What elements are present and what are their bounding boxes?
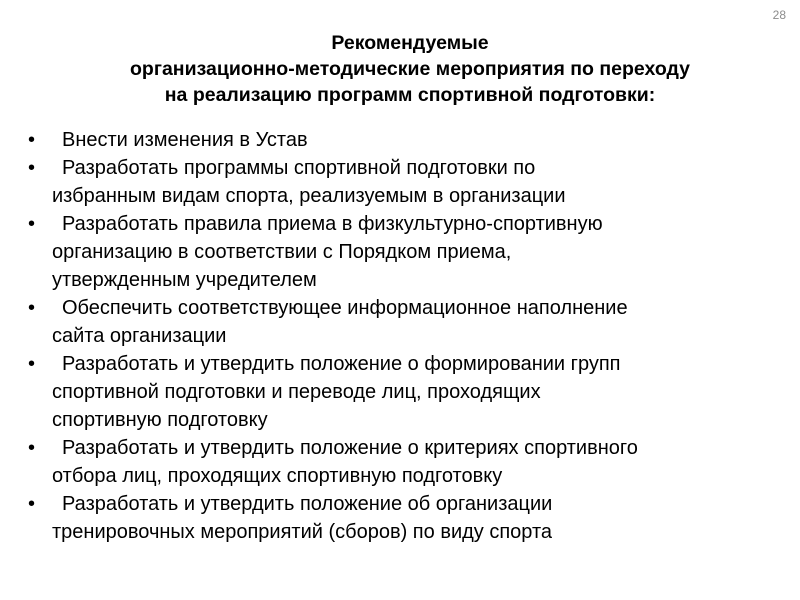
- slide-title: [40, 30, 780, 108]
- page-number: 28: [772, 8, 786, 22]
- title-line: организационно-методические мероприятия по переходу: [130, 58, 690, 80]
- bullet-marker: •: [28, 437, 36, 459]
- bullet-item: [22, 434, 792, 490]
- bullet-marker: •: [28, 493, 36, 515]
- bullet-text-line: утвержденным учредителем: [52, 269, 317, 291]
- bullet-text-line: Разработать и утвердить положение об организации: [62, 493, 553, 515]
- bullet-marker: •: [28, 129, 36, 151]
- bullet-text-line: спортивную подготовку: [52, 409, 268, 431]
- title-line: Рекомендуемые: [331, 32, 489, 54]
- bullet-text-line: избранным видам спорта, реализуемым в организации: [52, 185, 566, 207]
- bullet-item: [22, 210, 792, 294]
- bullet-marker: •: [28, 353, 36, 375]
- bullet-text-line: сайта организации: [52, 325, 227, 347]
- bullet-marker: •: [28, 157, 36, 179]
- bullet-text-line: Разработать и утвердить положение о формировании групп: [62, 353, 621, 375]
- bullet-text-line: Разработать программы спортивной подготовки по: [62, 157, 536, 179]
- bullet-item: [22, 294, 792, 350]
- bullet-text-line: Разработать и утвердить положение о критериях спортивного: [62, 437, 638, 459]
- bullet-text-line: тренировочных мероприятий (сборов) по виду спорта: [52, 521, 553, 543]
- bullet-text-line: Обеспечить соответствующее информационное наполнение: [62, 297, 628, 319]
- bullet-text-line: спортивной подготовки и переводе лиц, проходящих: [52, 381, 541, 403]
- bullet-text-line: организацию в соответствии с Порядком приема,: [52, 241, 512, 263]
- bullet-marker: •: [28, 213, 36, 235]
- title-line: на реализацию программ спортивной подготовки:: [164, 84, 656, 106]
- bullet-item: [22, 126, 792, 154]
- bullet-marker: •: [28, 297, 36, 319]
- bullet-list: [22, 126, 792, 546]
- bullet-item: [22, 350, 792, 434]
- bullet-text-line: отбора лиц, проходящих спортивную подготовку: [52, 465, 503, 487]
- bullet-text-line: Разработать правила приема в физкультурно-спортивную: [62, 213, 603, 235]
- bullet-item: [22, 154, 792, 210]
- bullet-text-line: Внести изменения в Устав: [62, 129, 308, 151]
- bullet-item: [22, 490, 792, 546]
